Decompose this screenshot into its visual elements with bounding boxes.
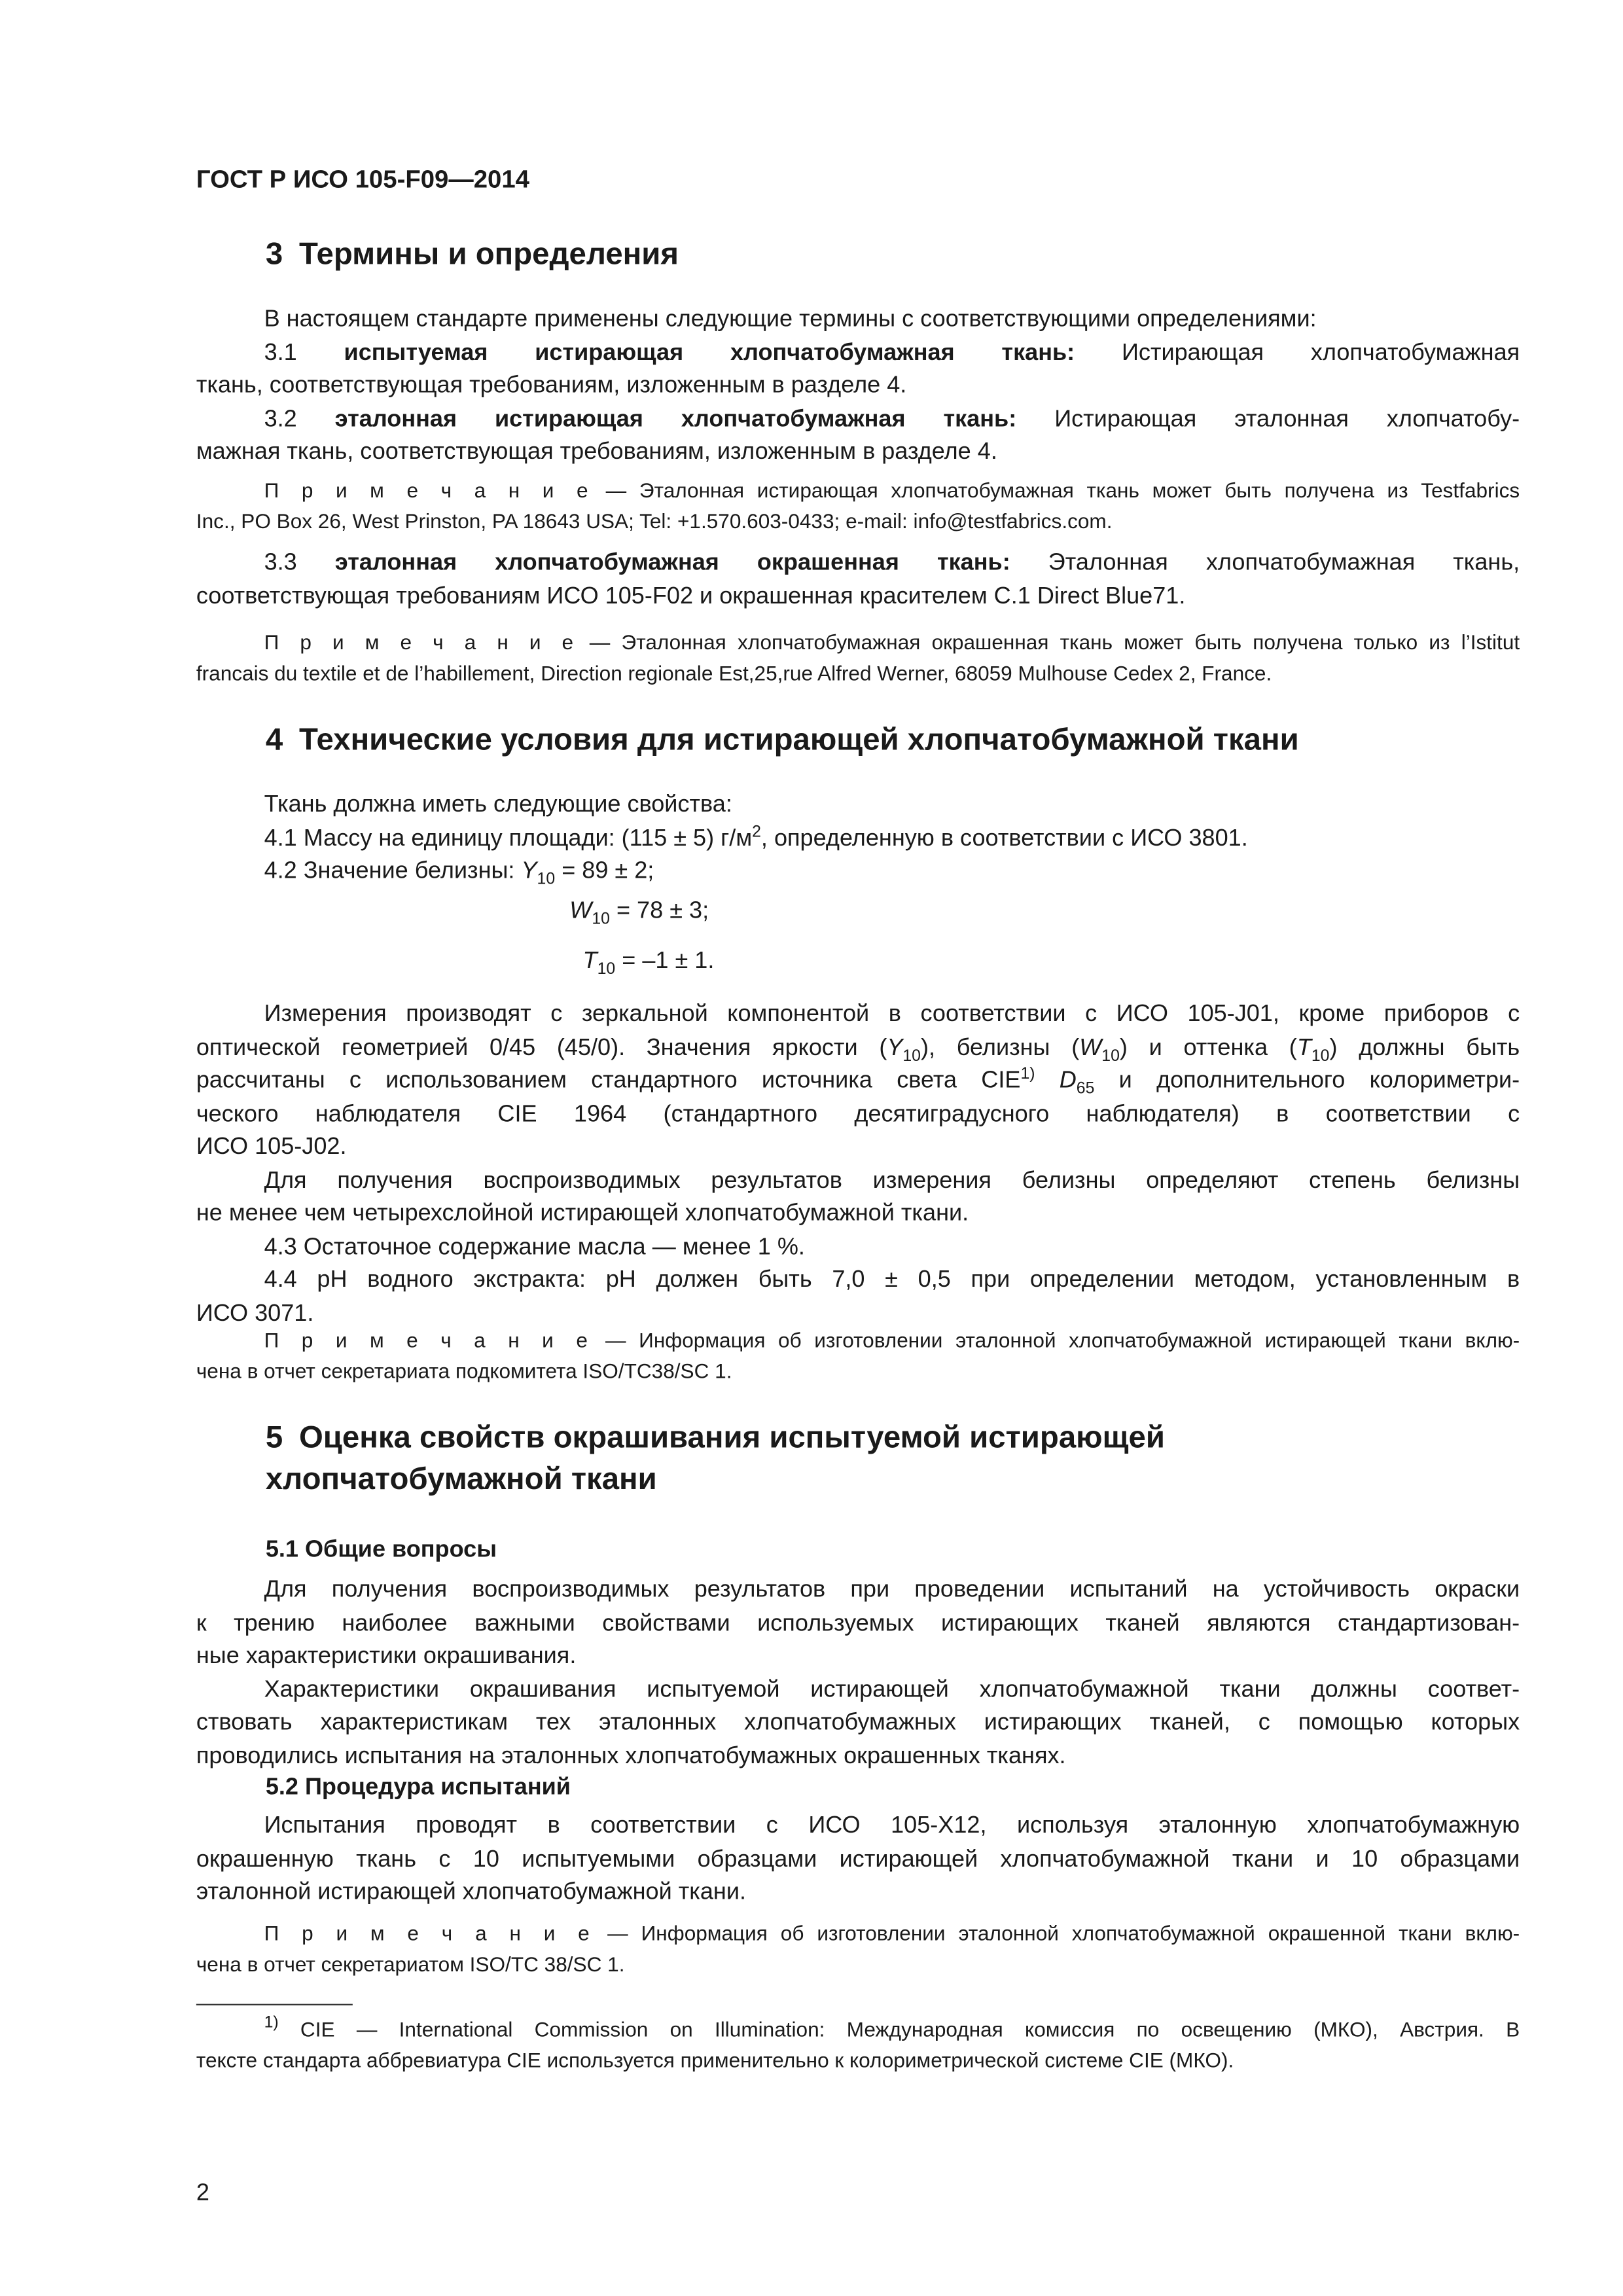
paragraph: Характеристики окрашивания испытуемой истирающей хлопчатобумажной ткани должны соответ-	[264, 1677, 1520, 1702]
footnote	[196, 2014, 1520, 2076]
paragraph: Испытания проводят в соответствии с ИСО 105-X12, используя эталонную хлопчатобумажную	[264, 1813, 1520, 1839]
subscript: 10	[902, 1047, 921, 1065]
value: = 89 ± 2;	[555, 859, 654, 884]
footnote-text: CIE — International Commission on Illumination: Международная комиссия по освещению (МКО), Австрия. В	[278, 2017, 1520, 2041]
measurement-text	[196, 999, 1520, 1331]
subscript: 10	[537, 870, 556, 889]
section-number: 3	[265, 237, 283, 272]
note-label: П р и м е ч а н и е	[264, 1328, 593, 1352]
footnote-text-cont: тексте стандарта аббревиатура CIE используется применительно к колориметрической системе CIE (МКО).	[196, 2048, 1234, 2072]
paragraph-line: окрашенную ткань с 10 испытуемыми образцами истирающей хлопчатобумажной ткани и 10 образцами	[196, 1846, 1520, 1872]
note-text: — Эталонная истирающая хлопчатобумажная ткань может быть получена из Testfabrics	[592, 478, 1520, 502]
paragraph: Для получения воспроизводимых результатов при проведении испытаний на устойчивость окраски	[264, 1577, 1520, 1603]
paragraph-line	[196, 1066, 1520, 1099]
section-title-cont: хлопчатобумажной ткани	[265, 1462, 657, 1497]
paragraph-line: ные характеристики окрашивания.	[196, 1643, 577, 1669]
subsection-5-1-body	[196, 1575, 1520, 1774]
section-title: Оценка свойств окрашивания испытуемой истирающей	[298, 1421, 1165, 1455]
term-3-1-cont: ткань, соответствующая требованиям, изложенным в разделе 4.	[196, 373, 907, 399]
subscript: 10	[592, 910, 610, 929]
subscript: 10	[597, 960, 616, 978]
clause-4-4-cont: ИСО 3071.	[196, 1300, 314, 1326]
paragraph-line: ИСО 105-J02.	[196, 1134, 347, 1160]
clause-4-4: 4.4 pH водного экстракта: pH должен быть 7,0 ± 0,5 при определении методом, установленным в	[264, 1267, 1520, 1293]
term-3-2	[196, 404, 1520, 437]
text: ), белизны (	[921, 1035, 1080, 1060]
text: , определенную в соответствии с ИСО 3801.	[760, 825, 1248, 851]
note-text-cont: francais du textile et de l’habillement, Direction regionale Est,25,rue Alfred Werner, 68059 Mulhouse Cedex 2, France.	[196, 660, 1272, 684]
subscript: 10	[1101, 1047, 1120, 1065]
paragraph-line: эталонной истирающей хлопчатобумажной ткани.	[196, 1880, 747, 1905]
subsection-5-1-heading: 5.1 Общие вопросы	[265, 1537, 497, 1563]
term-3-3-cont: соответствующая требованиям ИСО 105-F02 и окрашенная красителем C.1 Direct Blue71.	[196, 583, 1186, 609]
footnote-divider	[196, 2004, 353, 2005]
symbol: Y	[521, 859, 537, 884]
subscript: 65	[1076, 1080, 1095, 1098]
text: рассчитаны с использованием стандартного источника света CIE	[196, 1068, 1021, 1094]
text: ) и оттенка (	[1119, 1035, 1297, 1060]
paragraph-line: ствовать характеристикам тех эталонных хлопчатобумажных истирающих тканей, с помощью которых	[196, 1710, 1520, 1736]
section-4-heading	[266, 721, 1299, 758]
clause-number: 3.2	[264, 406, 297, 432]
note-3	[196, 1325, 1520, 1386]
paragraph: Ткань должна иметь следующие свойства:	[264, 792, 732, 818]
subscript: 10	[1311, 1047, 1330, 1065]
note-label: П р и м е ч а н и е	[264, 1921, 595, 1945]
paragraph-line: к трению наиболее важными свойствами используемых истирающих тканей являются стандартизован-	[196, 1610, 1520, 1636]
subsection-5-2-heading: 5.2 Процедура испытаний	[265, 1775, 571, 1801]
footnote-marker: 1)	[264, 2014, 279, 2032]
note-4	[196, 1918, 1520, 1979]
symbol: T	[1296, 1035, 1311, 1060]
paragraph-line: ческого наблюдателя CIE 1964 (стандартного десятиградусного наблюдателя) в соответствии с	[196, 1102, 1520, 1127]
note-1	[196, 475, 1520, 535]
term-definition: Эталонная хлопчатобумажная ткань,	[1048, 550, 1520, 576]
note-2	[196, 627, 1520, 687]
section-number: 4	[265, 723, 283, 757]
text: и дополнительного колориметри-	[1094, 1068, 1520, 1094]
note-label: П р и м е ч а н и е	[264, 630, 579, 654]
text: 4.2 Значение белизны:	[264, 859, 522, 884]
paragraph: Для получения воспроизводимых результатов измерения белизны определяют степень белизны	[264, 1168, 1520, 1193]
note-text-cont: чена в отчет секретариатом ISO/TC 38/SC 1.	[196, 1951, 625, 1975]
section-title: Технические условия для истирающей хлопчатобумажной ткани	[298, 723, 1299, 757]
superscript: 2	[752, 822, 761, 840]
clause-4-3: 4.3 Остаточное содержание масла — менее 1 %.	[264, 1234, 805, 1260]
formula-w10	[569, 899, 709, 929]
text: 4.1 Массу на единицу площади: (115 ± 5) г/м	[264, 825, 753, 851]
section-3-heading	[266, 236, 679, 273]
symbol: Y	[887, 1035, 903, 1060]
note-text: — Эталонная хлопчатобумажная окрашенная ткань может быть получена только из l’Istitut	[578, 630, 1520, 654]
term-3-2-cont: мажная ткань, соответствующая требованиям, изложенным в разделе 4.	[196, 439, 997, 465]
symbol: W	[569, 899, 592, 924]
page-number: 2	[196, 2181, 209, 2206]
note-label: П р и м е ч а н и е	[264, 478, 593, 502]
term-name: испытуемая истирающая хлопчатобумажная ткань:	[344, 340, 1075, 365]
section-5-heading	[266, 1420, 1165, 1498]
term-3-3-block	[196, 547, 1520, 613]
clause-number: 3.1	[264, 340, 297, 365]
symbol: D	[1035, 1068, 1077, 1094]
clause-number: 3.3	[264, 550, 297, 576]
term-definition: Истирающая эталонная хлопчатобу-	[1054, 406, 1520, 432]
value: = –1 ± 1.	[615, 948, 715, 974]
term-3-1	[196, 337, 1520, 370]
paragraph: В настоящем стандарте применены следующие термины с соответствующими определениями:	[264, 306, 1317, 332]
formula-t10	[583, 949, 715, 976]
note-text-cont: чена в отчет секретариата подкомитета ISO/TC38/SC 1.	[196, 1358, 732, 1382]
paragraph-line	[196, 1032, 1520, 1066]
paragraph-line: проводились испытания на эталонных хлопчатобумажных окрашенных тканях.	[196, 1743, 1066, 1769]
note-text: — Информация об изготовлении эталонной хлопчатобумажной окрашенной ткани вклю-	[594, 1921, 1520, 1945]
symbol: W	[1079, 1035, 1102, 1060]
text: ) должны быть	[1329, 1035, 1520, 1060]
term-definition: Истирающая хлопчатобумажная	[1121, 340, 1520, 365]
term-3-3	[196, 547, 1520, 581]
symbol: T	[582, 948, 597, 974]
term-name: эталонная хлопчатобумажная окрашенная ткань:	[334, 550, 1010, 576]
clause-4-2	[196, 856, 1520, 889]
paragraph: Измерения производят с зеркальной компонентой в соответствии с ИСО 105-J01, кроме приборов с	[264, 1001, 1520, 1028]
term-name: эталонная истирающая хлопчатобумажная ткань:	[334, 406, 1017, 432]
text: оптической геометрией 0/45 (45/0). Значения яркости (	[196, 1035, 887, 1060]
clause-4-1	[196, 823, 1520, 856]
section-number: 5	[265, 1421, 283, 1455]
footnote-ref: 1)	[1020, 1065, 1035, 1083]
document-header: ГОСТ Р ИСО 105-F09—2014	[196, 165, 529, 194]
note-text-cont: Inc., PO Box 26, West Prinston, PA 18643 USA; Tel: +1.570.603-0433; e-mail: info@testfabrics.com.	[196, 508, 1113, 532]
section-3-body	[196, 304, 1520, 470]
value: = 78 ± 3;	[609, 899, 709, 924]
section-4-body	[196, 789, 1520, 889]
section-title: Термины и определения	[298, 237, 679, 272]
note-text: — Информация об изготовлении эталонной хлопчатобумажной истирающей ткани вклю-	[592, 1328, 1520, 1352]
subsection-5-2-body	[196, 1810, 1520, 1910]
paragraph-line: не менее чем четырехслойной истирающей хлопчатобумажной ткани.	[196, 1201, 969, 1227]
